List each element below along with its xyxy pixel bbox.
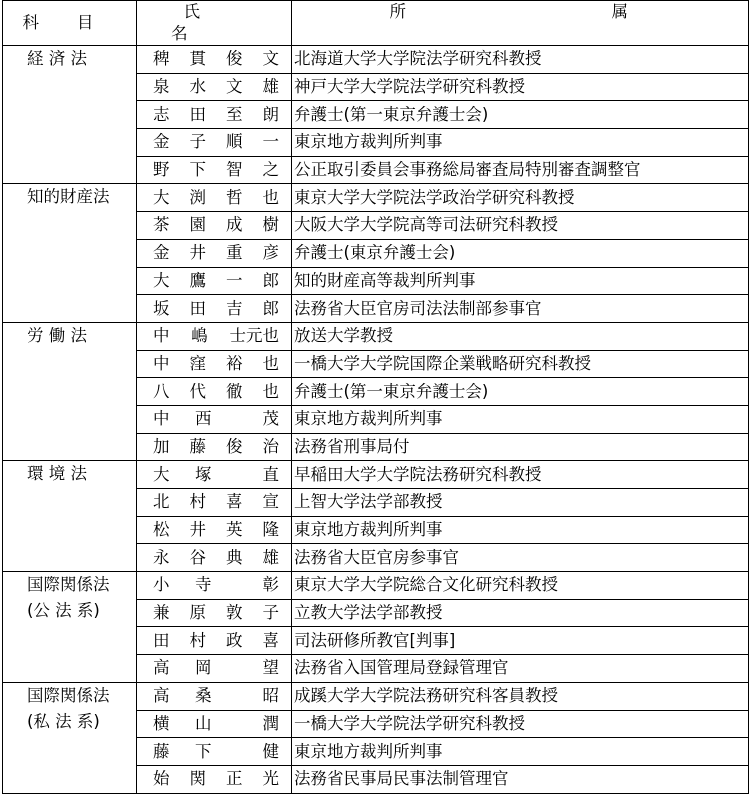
name-char: 哲 bbox=[226, 187, 243, 207]
name-char: 高 bbox=[153, 658, 170, 678]
name-char: 雄 bbox=[262, 547, 279, 567]
name-cell bbox=[137, 738, 292, 766]
name-char: 英 bbox=[226, 520, 243, 540]
name-char: 永 bbox=[153, 547, 170, 567]
name-char: 泉 bbox=[153, 77, 170, 97]
name-char: 寺 bbox=[195, 575, 212, 595]
affiliation-cell: 弁護士(東京弁護士会) bbox=[292, 239, 749, 267]
name-char: 谷 bbox=[189, 547, 206, 567]
name-char: 嶋 bbox=[191, 326, 208, 346]
name-cell bbox=[137, 655, 292, 683]
name-char: 郎 bbox=[262, 270, 279, 290]
name-char: 加 bbox=[153, 436, 170, 456]
name-char: 金 bbox=[153, 132, 170, 152]
name-char: 志 bbox=[153, 104, 170, 124]
name-char: 兼 bbox=[153, 603, 170, 623]
header-affiliation-right: 属 bbox=[611, 1, 628, 21]
name-cell bbox=[137, 710, 292, 738]
subject-label: 国際関係法 bbox=[27, 685, 110, 705]
subject-label: 国際関係法 bbox=[27, 575, 110, 595]
name-char: 田 bbox=[189, 298, 206, 318]
table-row bbox=[3, 46, 749, 74]
affiliation-cell: 立教大学法学部教授 bbox=[292, 599, 749, 627]
name-cell bbox=[137, 516, 292, 544]
name-char: 村 bbox=[189, 492, 206, 512]
name-cell bbox=[137, 461, 292, 489]
name-char: 藤 bbox=[189, 436, 206, 456]
affiliation-cell: 北海道大学大学院法学研究科教授 bbox=[292, 46, 749, 74]
name-char: 郎 bbox=[262, 298, 279, 318]
name-char: 小 bbox=[153, 575, 170, 595]
table-row bbox=[3, 322, 749, 350]
subject-cell bbox=[3, 322, 137, 460]
name-cell bbox=[137, 267, 292, 295]
name-char: 健 bbox=[262, 741, 279, 761]
affiliation-cell: 司法研修所教官[判事] bbox=[292, 627, 749, 655]
name-char: 樹 bbox=[262, 215, 279, 235]
name-char: 藤 bbox=[153, 741, 170, 761]
table-row bbox=[3, 461, 749, 489]
name-cell bbox=[137, 73, 292, 101]
affiliation-cell: 法務省入国管理局登録管理官 bbox=[292, 655, 749, 683]
name-char: 大 bbox=[153, 270, 170, 290]
affiliation-cell: 法務省大臣官房司法法制部参事官 bbox=[292, 295, 749, 323]
name-char: 高 bbox=[153, 686, 170, 706]
examiners-table bbox=[2, 0, 749, 794]
name-char: 原 bbox=[189, 603, 206, 623]
affiliation-cell: 東京地方裁判所判事 bbox=[292, 738, 749, 766]
name-char: 朗 bbox=[262, 104, 279, 124]
affiliation-cell: 放送大学教授 bbox=[292, 322, 749, 350]
name-cell bbox=[137, 433, 292, 461]
affiliation-cell: 法務省大臣官房参事官 bbox=[292, 544, 749, 572]
name-char: 重 bbox=[226, 243, 243, 263]
name-cell bbox=[137, 156, 292, 184]
name-char: 大 bbox=[153, 464, 170, 484]
name-char: 茶 bbox=[153, 215, 170, 235]
name-char: 至 bbox=[226, 104, 243, 124]
name-cell bbox=[137, 765, 292, 793]
affiliation-cell: 法務省刑事局付 bbox=[292, 433, 749, 461]
subject-cell bbox=[3, 682, 137, 793]
name-char: 智 bbox=[226, 160, 243, 180]
affiliation-cell: 弁護士(第一東京弁護士会) bbox=[292, 378, 749, 406]
name-char: 水 bbox=[189, 77, 206, 97]
name-char: 吉 bbox=[226, 298, 243, 318]
subject-cell bbox=[3, 461, 137, 572]
subject-label: 環 境 法 bbox=[27, 464, 87, 484]
name-cell bbox=[137, 682, 292, 710]
name-cell bbox=[137, 544, 292, 572]
name-char: 彰 bbox=[262, 575, 279, 595]
name-char: 貫 bbox=[189, 49, 206, 69]
name-char: 之 bbox=[262, 160, 279, 180]
name-char: 直 bbox=[262, 464, 279, 484]
affiliation-cell: 公正取引委員会事務総局審査局特別審査調整官 bbox=[292, 156, 749, 184]
name-cell bbox=[137, 489, 292, 517]
name-char: 茂 bbox=[262, 409, 279, 429]
name-char: 窪 bbox=[189, 353, 206, 373]
name-char: 昭 bbox=[262, 686, 279, 706]
name-char: 塚 bbox=[195, 464, 212, 484]
name-cell bbox=[137, 239, 292, 267]
subject-cell bbox=[3, 184, 137, 322]
name-cell bbox=[137, 101, 292, 129]
name-char: 敦 bbox=[226, 603, 243, 623]
name-char: 俊 bbox=[226, 436, 243, 456]
name-cell bbox=[137, 46, 292, 74]
name-cell bbox=[137, 295, 292, 323]
name-char: 喜 bbox=[262, 630, 279, 650]
affiliation-cell: 東京地方裁判所判事 bbox=[292, 405, 749, 433]
name-char: 典 bbox=[226, 547, 243, 567]
name-char: 子 bbox=[262, 603, 279, 623]
name-cell bbox=[137, 129, 292, 157]
name-char: 関 bbox=[189, 769, 206, 789]
name-char: 中 bbox=[153, 326, 170, 346]
name-char: 正 bbox=[226, 769, 243, 789]
affiliation-cell: 東京大学大学院総合文化研究科教授 bbox=[292, 572, 749, 600]
name-char: 成 bbox=[226, 215, 243, 235]
affiliation-cell: 早稲田大学大学院法務研究科教授 bbox=[292, 461, 749, 489]
header-affiliation-left: 所 bbox=[389, 1, 406, 21]
name-char: 光 bbox=[262, 769, 279, 789]
name-char: 潤 bbox=[262, 713, 279, 733]
name-cell bbox=[137, 322, 292, 350]
table-body bbox=[3, 46, 749, 794]
affiliation-cell: 知的財産高等裁判所判事 bbox=[292, 267, 749, 295]
name-char: 俊 bbox=[226, 49, 243, 69]
affiliation-cell: 東京大学大学院法学政治学研究科教授 bbox=[292, 184, 749, 212]
name-cell bbox=[137, 599, 292, 627]
name-char: 金 bbox=[153, 243, 170, 263]
name-cell bbox=[137, 572, 292, 600]
name-cell bbox=[137, 378, 292, 406]
affiliation-cell: 神戸大学大学院法学研究科教授 bbox=[292, 73, 749, 101]
table-row bbox=[3, 184, 749, 212]
name-cell bbox=[137, 405, 292, 433]
name-char: 士元也 bbox=[229, 326, 279, 346]
name-char: 代 bbox=[189, 381, 206, 401]
name-char: 横 bbox=[153, 713, 170, 733]
name-char: 治 bbox=[262, 436, 279, 456]
name-cell bbox=[137, 184, 292, 212]
name-cell bbox=[137, 212, 292, 240]
name-char: 雄 bbox=[262, 77, 279, 97]
header-affiliation bbox=[292, 1, 749, 46]
affiliation-cell: 上智大学法学部教授 bbox=[292, 489, 749, 517]
name-char: 彦 bbox=[262, 243, 279, 263]
name-char: 徹 bbox=[226, 381, 243, 401]
name-char: 井 bbox=[189, 243, 206, 263]
name-char: 渕 bbox=[189, 187, 206, 207]
affiliation-cell: 東京地方裁判所判事 bbox=[292, 129, 749, 157]
name-char: 村 bbox=[189, 630, 206, 650]
name-char: 坂 bbox=[153, 298, 170, 318]
name-char: 八 bbox=[153, 381, 170, 401]
affiliation-cell: 大阪大学大学院高等司法研究科教授 bbox=[292, 212, 749, 240]
name-char: 政 bbox=[226, 630, 243, 650]
name-char: 中 bbox=[153, 409, 170, 429]
name-char: 北 bbox=[153, 492, 170, 512]
name-char: 裕 bbox=[226, 353, 243, 373]
header-row bbox=[3, 1, 749, 46]
subject-label: 知的財産法 bbox=[27, 187, 110, 207]
subject-label: 経 済 法 bbox=[27, 49, 87, 68]
name-char: 園 bbox=[189, 215, 206, 235]
name-char: 山 bbox=[195, 713, 212, 733]
name-char: 喜 bbox=[226, 492, 243, 512]
name-char: 田 bbox=[189, 104, 206, 124]
name-char: 文 bbox=[262, 49, 279, 69]
name-char: 稗 bbox=[153, 49, 170, 69]
name-char: 中 bbox=[153, 353, 170, 373]
name-char: 宣 bbox=[262, 492, 279, 512]
name-char: 田 bbox=[153, 630, 170, 650]
header-subject: 科目 bbox=[3, 1, 137, 46]
name-char: 野 bbox=[153, 160, 170, 180]
name-char: 隆 bbox=[262, 520, 279, 540]
subject-cell bbox=[3, 46, 137, 184]
table-row bbox=[3, 682, 749, 710]
affiliation-cell: 東京地方裁判所判事 bbox=[292, 516, 749, 544]
name-char: 也 bbox=[262, 187, 279, 207]
name-char: 一 bbox=[262, 132, 279, 152]
affiliation-cell: 一橋大学大学院法学研究科教授 bbox=[292, 710, 749, 738]
name-char: 大 bbox=[153, 187, 170, 207]
name-char: 鷹 bbox=[189, 270, 206, 290]
name-char: 井 bbox=[189, 520, 206, 540]
name-char: 松 bbox=[153, 520, 170, 540]
subject-label: 労 働 法 bbox=[27, 325, 87, 345]
affiliation-cell: 一橋大学大学院国際企業戦略研究科教授 bbox=[292, 350, 749, 378]
header-name: 氏名 bbox=[137, 1, 292, 46]
name-char: 一 bbox=[226, 270, 243, 290]
name-char: 岡 bbox=[195, 658, 212, 678]
name-char: 順 bbox=[226, 132, 243, 152]
name-char: 西 bbox=[195, 409, 212, 429]
name-char: 桑 bbox=[195, 686, 212, 706]
name-char: 始 bbox=[153, 769, 170, 789]
subject-label: (公 法 系) bbox=[27, 601, 100, 621]
name-char: 文 bbox=[226, 77, 243, 97]
affiliation-cell: 成蹊大学大学院法務研究科客員教授 bbox=[292, 682, 749, 710]
name-cell bbox=[137, 627, 292, 655]
table-row bbox=[3, 572, 749, 600]
affiliation-cell: 弁護士(第一東京弁護士会) bbox=[292, 101, 749, 129]
name-cell bbox=[137, 350, 292, 378]
name-char: 望 bbox=[262, 658, 279, 678]
name-char: 也 bbox=[262, 353, 279, 373]
name-char: 下 bbox=[195, 741, 212, 761]
name-char: 子 bbox=[189, 132, 206, 152]
name-char: 也 bbox=[262, 381, 279, 401]
subject-label: (私 法 系) bbox=[27, 711, 100, 731]
affiliation-cell: 法務省民事局民事法制管理官 bbox=[292, 765, 749, 793]
name-char: 下 bbox=[189, 160, 206, 180]
subject-cell bbox=[3, 572, 137, 683]
